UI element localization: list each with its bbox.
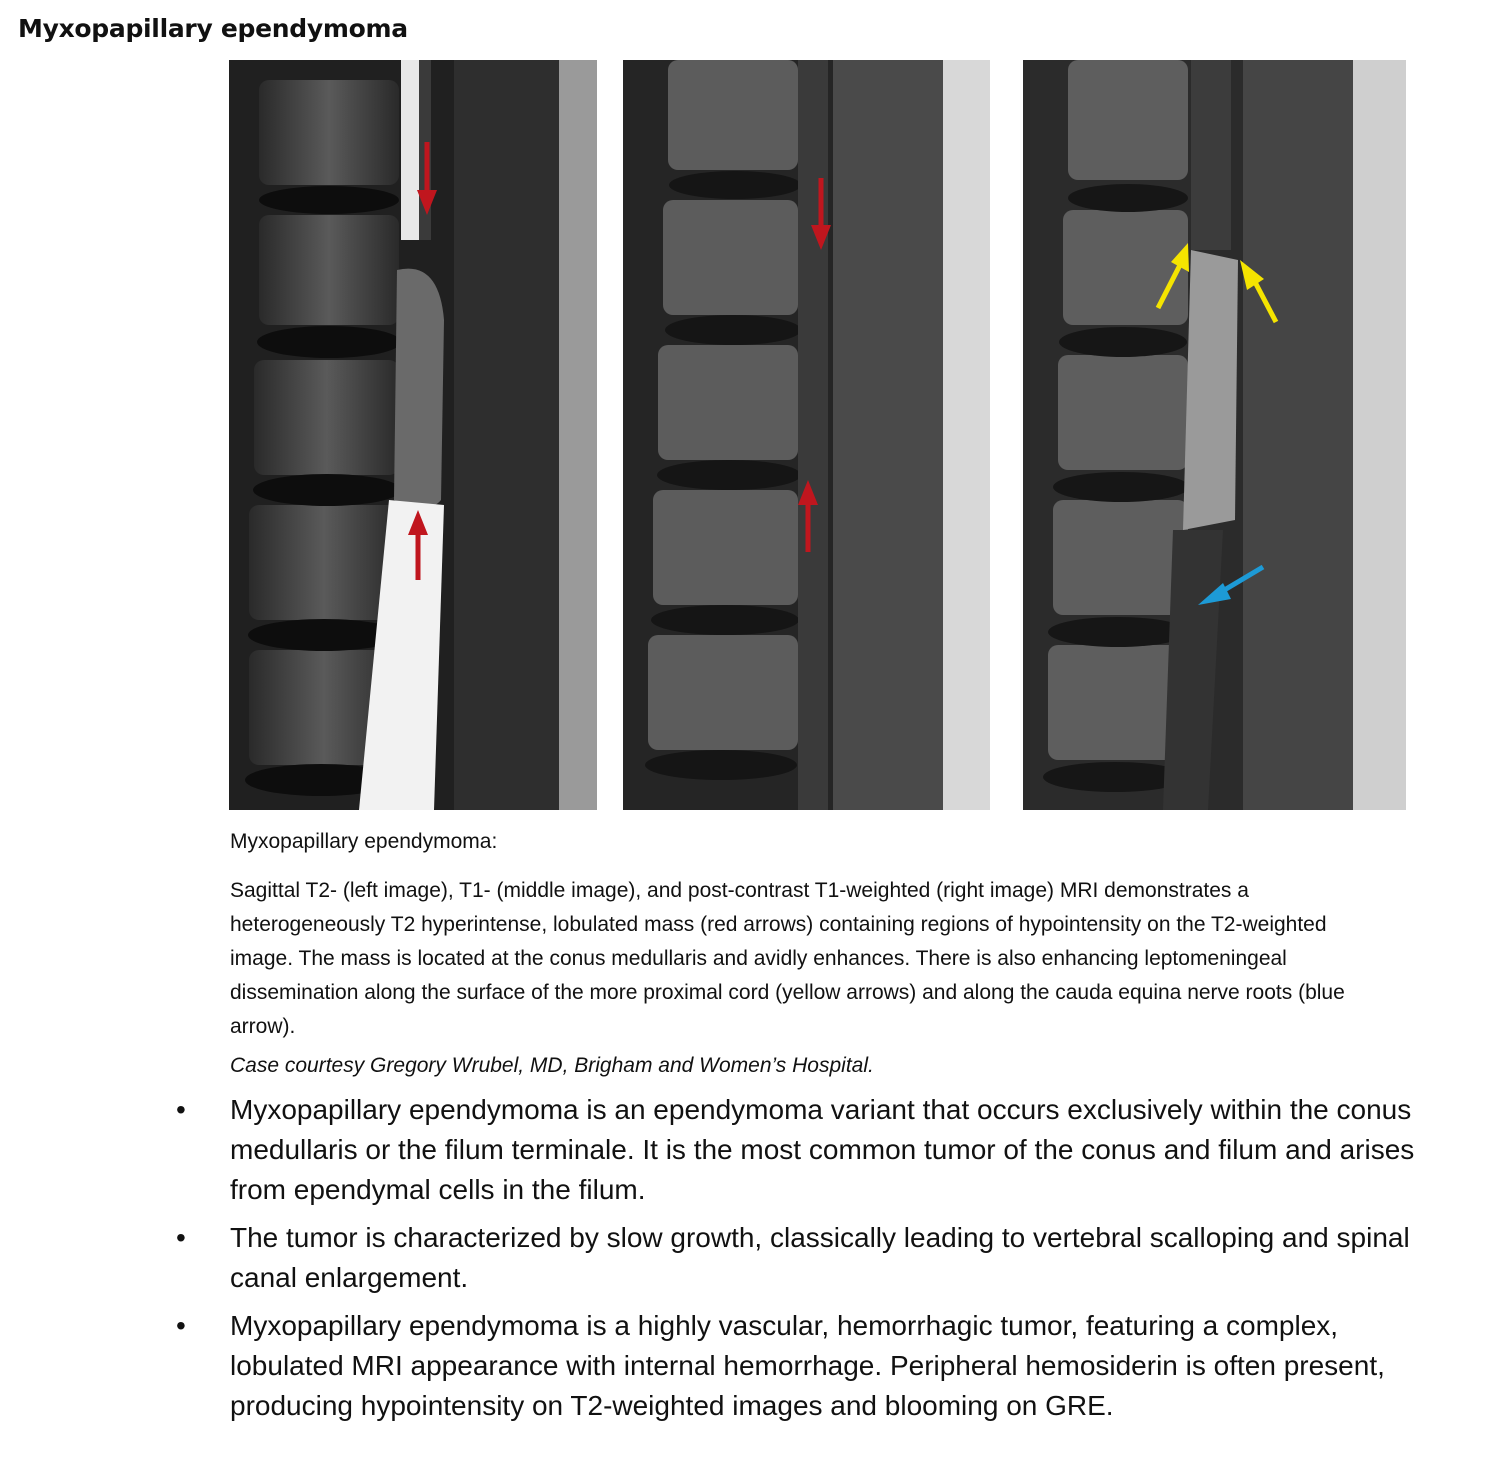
mri-t1-graphic xyxy=(623,60,990,810)
bullet-item xyxy=(176,1090,1416,1210)
figure-caption-heading: Myxopapillary ependymoma: xyxy=(230,830,498,853)
mri-t2-image xyxy=(229,60,597,810)
mri-t2-graphic xyxy=(229,60,597,810)
bullet-item xyxy=(176,1306,1416,1426)
bullet-text: Myxopapillary ependymoma is a highly vascular, hemorrhagic tumor, featuring a complex, lobulated MRI appearance with internal hemorrhage. Peripheral hemosiderin is often present, producing hypointensity on T2-weighted images and blooming on GRE. xyxy=(230,1310,1385,1421)
bullet-list xyxy=(176,1090,1416,1434)
bullet-text: Myxopapillary ependymoma is an ependymoma variant that occurs exclusively within the conus medullaris or the filum terminale. It is the most common tumor of the conus and filum and arises from ependymal cells in the filum. xyxy=(230,1094,1415,1205)
bullet-marker: • xyxy=(176,1222,186,1253)
figure-courtesy: Case courtesy Gregory Wrubel, MD, Brigham and Women’s Hospital. xyxy=(230,1054,874,1077)
figure-caption-body: Sagittal T2- (left image), T1- (middle image), and post-contrast T1-weighted (right image) MRI demonstrates a heterogeneously T2 hyperintense, lobulated mass (red arrows) containing regions of hypointensity on the T2-weighted image. The mass is located at the conus medullaris and avidly enhances. There is also enhancing leptomeningeal dissemination along the surface of the more proximal cord (yellow arrows) and along the cauda equina nerve roots (blue arrow). xyxy=(230,879,1345,1038)
page-title: Myxopapillary ependymoma xyxy=(18,14,408,43)
mri-t1-postcontrast-graphic xyxy=(1023,60,1406,810)
bullet-marker: • xyxy=(176,1094,186,1125)
mri-t1-image xyxy=(623,60,990,810)
bullet-marker: • xyxy=(176,1310,186,1341)
bullet-text: The tumor is characterized by slow growth, classically leading to vertebral scalloping and spinal canal enlargement. xyxy=(230,1222,1410,1293)
mri-t1-postcontrast-image xyxy=(1023,60,1406,810)
bullet-item xyxy=(176,1218,1416,1298)
